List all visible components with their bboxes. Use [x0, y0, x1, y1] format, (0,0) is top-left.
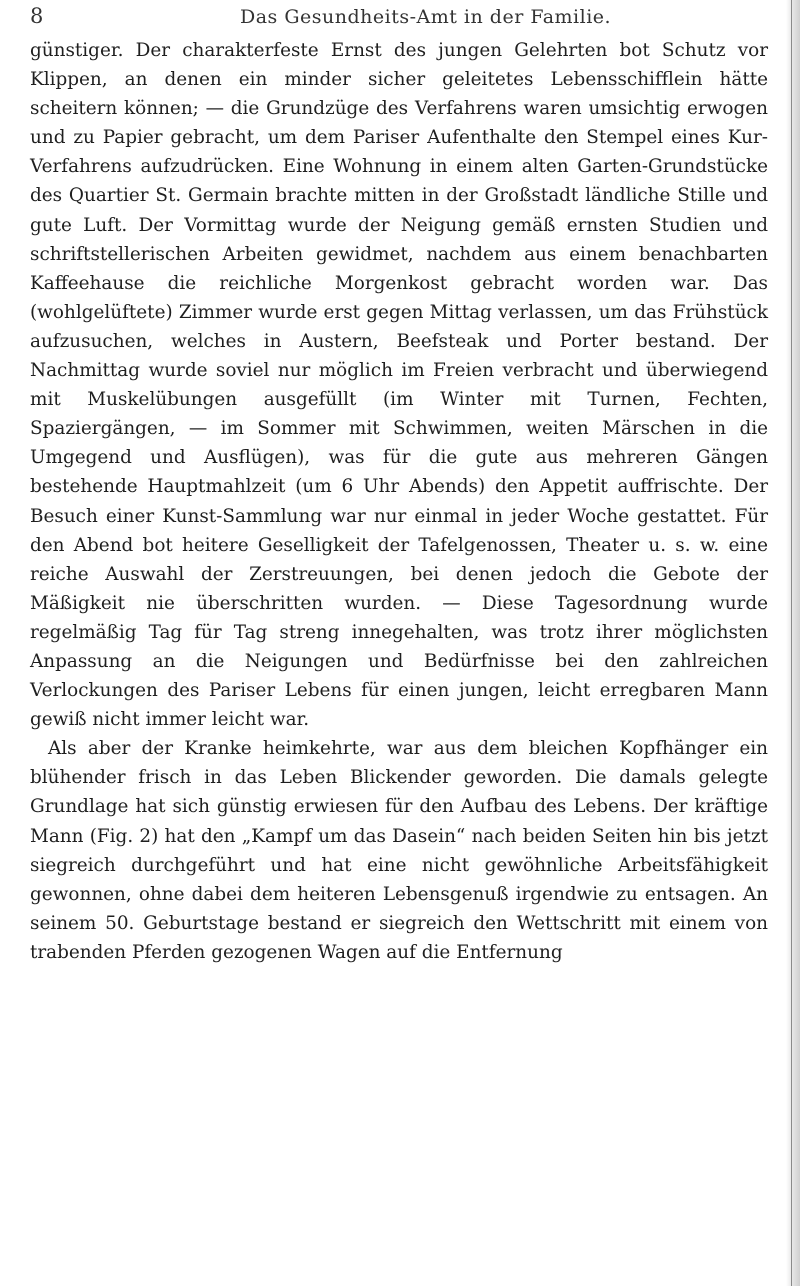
page-edge [786, 0, 800, 1286]
paragraph-1: günstiger. Der charakterfeste Ernst des jungen Gelehrten bot Schutz vor Klippen, an denen ein minder sicher geleitetes Lebensschifflein hätte scheitern können; — die Grundzüge des Verfahrens waren umsichtig erwogen und zu Papier gebracht, um dem Pariser Aufenthalte den Stempel eines Kur-Verfahrens aufzudrücken. Eine Wohnung in einem alten Garten-Grundstücke des Quartier St. Germain brachte mitten in der Großstadt ländliche Stille und gute Luft. Der Vormittag wurde der Neigung gemäß ernsten Studien und schriftstellerischen Arbeiten gewidmet, nachdem aus einem benachbarten Kaffeehause die reichliche Morgenkost gebracht worden war. Das (wohlgelüftete) Zimmer wurde erst gegen Mittag verlassen, um das Frühstück aufzusuchen, welches in Austern, Beefsteak und Porter bestand. Der Nachmittag wurde soviel nur möglich im Freien verbracht und überwiegend mit Muskelübungen ausgefüllt (im Winter mit Turnen, Fechten, Spaziergängen, — im Sommer mit Schwimmen, weiten Märschen in die Umgegend und Ausflügen), was für die gute aus mehreren Gängen bestehende Hauptmahlzeit (um 6 Uhr Abends) den Appetit auffrischte. Der Besuch einer Kunst-Sammlung war nur einmal in jeder Woche gestattet. Für den Abend bot heitere Geselligkeit der Tafelgenossen, Theater u. s. w. eine reiche Auswahl der Zerstreuungen, bei denen jedoch die Gebote der Mäßigkeit nie überschritten wurden. — Diese Tagesordnung wurde regelmäßig Tag für Tag streng innegehalten, was trotz ihrer möglichsten Anpassung an die Neigungen und Bedürfnisse bei den zahlreichen Verlockungen des Pariser Lebens für einen jungen, leicht erregbaren Mann gewiß nicht immer leicht war. [30, 40, 768, 731]
running-header [30, 4, 760, 32]
page-number: 8 [30, 4, 44, 28]
paragraph-2: Als aber der Kranke heimkehrte, war aus dem bleichen Kopfhänger ein blühender frisch in das Leben Blickender geworden. Die damals gelegte Grundlage hat sich günstig erwiesen für den Aufbau des Lebens. Der kräftige Mann (Fig. 2) hat den „Kampf um das Dasein“ nach beiden Seiten hin bis jetzt siegreich durchgeführt und hat eine nicht gewöhnliche Arbeitsfähigkeit gewonnen, ohne dabei dem heiteren Lebensgenuß irgendwie zu entsagen. An seinem 50. Geburtstage bestand er siegreich den Wettschritt mit einem von trabenden Pferden gezogenen Wagen auf die Entfernung [30, 738, 768, 963]
running-title: Das Gesundheits-Amt in der Familie. [240, 6, 612, 28]
body-text [30, 36, 768, 967]
page-edge-line [791, 0, 792, 1286]
